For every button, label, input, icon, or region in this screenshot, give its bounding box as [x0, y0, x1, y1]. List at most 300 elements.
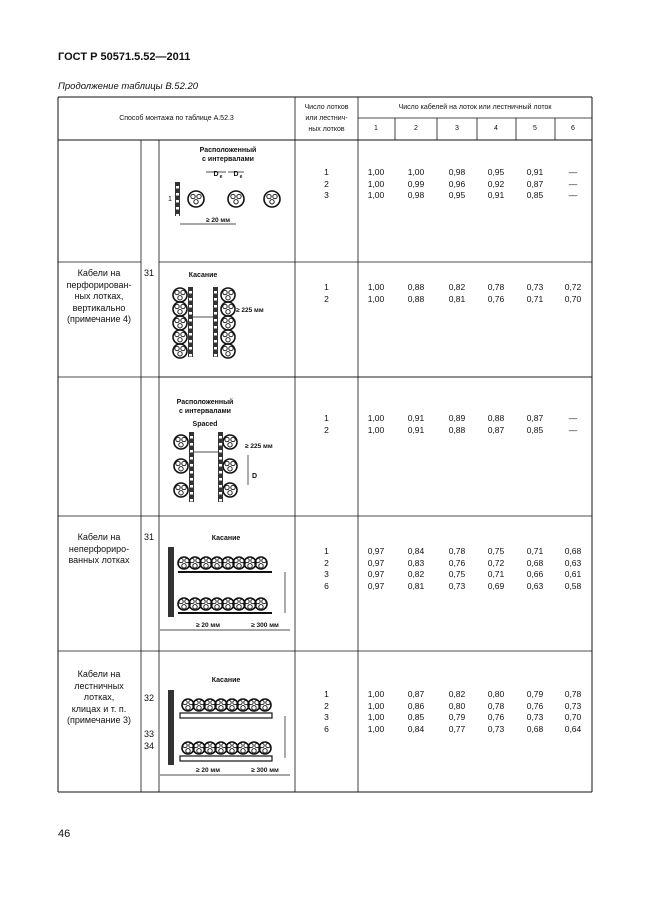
- conductor-icon: [193, 564, 197, 568]
- conductor-icon: [223, 599, 227, 603]
- tray-perforation: [176, 186, 179, 189]
- conductor-icon: [179, 467, 183, 471]
- conductor-icon: [223, 318, 227, 322]
- value-cell: 0,69: [487, 580, 505, 591]
- conductor-icon: [234, 599, 238, 603]
- conductor-icon: [226, 338, 230, 342]
- conductor-icon: [228, 467, 232, 471]
- value-cell: 0,88: [407, 282, 425, 292]
- tray-perforation: [189, 340, 192, 343]
- conductor-icon: [241, 706, 245, 710]
- value-cell: 0,79: [448, 712, 466, 722]
- value-cell: 0,82: [448, 689, 466, 699]
- tray-perforation: [190, 499, 193, 502]
- conductor-icon: [225, 437, 229, 441]
- tray-perforation: [189, 347, 192, 350]
- conductor-icon: [225, 461, 229, 465]
- conductor-icon: [208, 706, 212, 710]
- conductor-icon: [229, 346, 233, 350]
- trays-cell: 2: [324, 700, 329, 711]
- conductor-icon: [178, 338, 182, 342]
- diagram-title: Касание: [211, 535, 241, 542]
- tray-perforation: [219, 464, 222, 467]
- value-cell: 0,73: [448, 580, 466, 591]
- tray-perforation: [190, 478, 193, 481]
- conductor-icon: [193, 605, 197, 609]
- value-cell: 1,00: [367, 723, 385, 734]
- row-description-line: клицах и т. п.: [71, 703, 127, 714]
- tray-wall-icon: [168, 547, 174, 617]
- tray-perforation: [214, 340, 217, 343]
- value-cell: 0,98: [407, 190, 425, 200]
- tray-perforation: [189, 333, 192, 336]
- conductor-icon: [223, 346, 227, 350]
- conductor-icon: [260, 743, 264, 747]
- tray-perforation: [219, 478, 222, 481]
- diagram-title: с интервалами: [202, 156, 254, 163]
- conductor-icon: [238, 743, 242, 747]
- conductor-icon: [228, 443, 232, 447]
- conductor-icon: [178, 324, 182, 328]
- conductor-icon: [182, 461, 186, 465]
- conductor-icon: [237, 194, 241, 198]
- conductor-icon: [175, 304, 179, 308]
- tray-wall-icon: [168, 690, 174, 765]
- value-cell: 0,84: [407, 723, 425, 734]
- conductor-icon: [201, 558, 205, 562]
- diagram-title: Касание: [188, 272, 218, 279]
- tray-perforation: [190, 471, 193, 474]
- value-cell: 0,85: [526, 190, 544, 200]
- conductor-icon: [231, 485, 235, 489]
- conductor-icon: [270, 200, 274, 204]
- conductor-icon: [226, 310, 230, 314]
- row-description-line: ванных лотках: [68, 555, 130, 565]
- tray-perforation: [190, 492, 193, 495]
- conductor-icon: [176, 437, 180, 441]
- conductor-icon: [204, 564, 208, 568]
- row-description-line: неперфориро-: [68, 543, 130, 554]
- conductor-icon: [176, 461, 180, 465]
- value-cell: 0,68: [526, 557, 544, 568]
- tray-perforation: [214, 298, 217, 301]
- diagram-title: Spaced: [192, 421, 218, 428]
- conductor-icon: [229, 304, 233, 308]
- value-cell: 0,85: [526, 424, 544, 435]
- value-cell: 0,99: [407, 178, 425, 189]
- conductor-icon: [231, 461, 235, 465]
- value-cell: 0,97: [367, 580, 385, 591]
- value-cell: 0,78: [487, 282, 505, 292]
- conductor-icon: [263, 749, 267, 753]
- value-cell: 0,87: [487, 424, 505, 435]
- value-cell: 0,97: [367, 557, 385, 568]
- value-cell: 1,00: [367, 190, 385, 200]
- conductor-icon: [245, 558, 249, 562]
- tray-wall-icon: [213, 287, 218, 357]
- dimension-gap: ≥ 225 мм: [245, 443, 273, 450]
- row-code: 33: [144, 729, 155, 739]
- conductor-icon: [182, 437, 186, 441]
- value-cell: 0,70: [564, 712, 582, 722]
- conductor-icon: [178, 352, 182, 356]
- table-caption: Продолжение таблицы В.52.20: [58, 81, 199, 92]
- conductor-icon: [212, 599, 216, 603]
- value-cell: 0,73: [526, 712, 544, 722]
- tray-perforation: [189, 298, 192, 301]
- value-cell: 0,91: [487, 190, 505, 200]
- conductor-icon: [267, 194, 271, 198]
- value-cell: 0,83: [407, 557, 425, 568]
- diagram-title: Касание: [211, 677, 241, 684]
- conductor-icon: [259, 605, 263, 609]
- row-description-line: вертикально: [72, 302, 126, 313]
- conductor-icon: [234, 558, 238, 562]
- dimension-gap: ≥ 20 мм: [205, 217, 231, 224]
- conductor-icon: [197, 706, 201, 710]
- conductor-icon: [256, 558, 260, 562]
- conductor-icon: [226, 605, 230, 609]
- value-cell: 0,72: [564, 282, 582, 292]
- conductor-icon: [175, 346, 179, 350]
- column-number: 5: [533, 125, 537, 132]
- value-cell: 0,68: [526, 723, 544, 734]
- conductor-icon: [179, 491, 183, 495]
- tray-perforation: [176, 193, 179, 196]
- cable-icon: [188, 191, 204, 207]
- tray-perforation: [219, 492, 222, 495]
- trays-cell: 3: [324, 569, 329, 579]
- value-cell: 1,00: [367, 689, 385, 699]
- dimension-de-sub: e: [219, 174, 223, 180]
- conductor-icon: [248, 605, 252, 609]
- conductor-icon: [229, 318, 233, 322]
- value-cell: 0,61: [564, 569, 582, 579]
- conductor-icon: [191, 194, 195, 198]
- tray-perforation: [190, 464, 193, 467]
- conductor-icon: [201, 599, 205, 603]
- conductor-icon: [228, 491, 232, 495]
- value-cell: 0,87: [526, 413, 544, 423]
- conductor-icon: [266, 700, 270, 704]
- row-code: 32: [144, 693, 155, 703]
- conductor-icon: [226, 564, 230, 568]
- dimension-gap: ≥ 20 мм: [195, 622, 221, 629]
- value-cell: 1,00: [367, 282, 385, 292]
- value-cell: 0,78: [564, 689, 582, 699]
- header-trays-line: Число лотков: [304, 104, 349, 111]
- value-cell: —: [568, 167, 578, 177]
- conductor-icon: [248, 564, 252, 568]
- value-cell: 0,73: [526, 282, 544, 292]
- value-cell: 0,88: [407, 293, 425, 304]
- value-cell: 0,81: [407, 580, 425, 591]
- tray-perforation: [176, 207, 179, 210]
- conductor-icon: [190, 599, 194, 603]
- tray-wall-icon: [218, 432, 223, 502]
- conductor-icon: [227, 700, 231, 704]
- tray-perforation: [214, 326, 217, 329]
- value-cell: 0,97: [367, 546, 385, 556]
- tray-wall-icon: [189, 432, 194, 502]
- conductor-icon: [182, 605, 186, 609]
- value-cell: 0,82: [448, 282, 466, 292]
- value-cell: 0,68: [564, 546, 582, 556]
- conductor-icon: [225, 485, 229, 489]
- tray-perforation: [214, 354, 217, 357]
- value-cell: 0,95: [448, 190, 466, 200]
- tray-perforation: [214, 319, 217, 322]
- value-cell: 0,96: [448, 178, 466, 189]
- value-cell: 0,63: [564, 557, 582, 568]
- conductor-icon: [231, 194, 235, 198]
- value-cell: 1,00: [367, 413, 385, 423]
- value-cell: 0,76: [526, 700, 544, 711]
- header-trays-line: или лестнич-: [305, 115, 348, 122]
- row-description-line: Кабели на: [77, 268, 121, 278]
- conductor-icon: [179, 558, 183, 562]
- dimension-gap: ≥ 20 мм: [195, 767, 221, 774]
- value-cell: 0,76: [487, 293, 505, 304]
- row-description-line: перфорирован-: [66, 279, 132, 290]
- conductor-icon: [182, 564, 186, 568]
- tray-perforation: [219, 450, 222, 453]
- conductor-icon: [197, 749, 201, 753]
- value-cell: —: [568, 413, 578, 423]
- tray-perforation: [190, 457, 193, 460]
- value-cell: 1,00: [367, 712, 385, 722]
- tray-perforation: [214, 305, 217, 308]
- cable-icon: [264, 191, 280, 207]
- value-cell: 0,79: [526, 689, 544, 699]
- cable-icon: [228, 191, 244, 207]
- conductor-icon: [208, 749, 212, 753]
- conductor-icon: [245, 599, 249, 603]
- conductor-icon: [238, 700, 242, 704]
- tray-perforation: [190, 450, 193, 453]
- value-cell: 0,76: [487, 712, 505, 722]
- value-cell: 0,64: [564, 723, 582, 734]
- value-cell: 0,75: [487, 546, 505, 556]
- conductor-icon: [181, 346, 185, 350]
- value-cell: 0,77: [448, 723, 466, 734]
- value-cell: 0,87: [526, 178, 544, 189]
- trays-cell: 1: [324, 546, 329, 556]
- conductor-icon: [175, 332, 179, 336]
- value-cell: 0,76: [448, 557, 466, 568]
- value-cell: 0,89: [448, 413, 466, 423]
- conductor-icon: [273, 194, 277, 198]
- row-description-line: лестничных: [74, 680, 124, 691]
- value-cell: 1,00: [367, 424, 385, 435]
- value-cell: —: [568, 190, 578, 200]
- value-cell: 0,78: [448, 546, 466, 556]
- conductor-icon: [181, 318, 185, 322]
- tray-perforation: [219, 457, 222, 460]
- diagram-title: Расположенный: [176, 399, 234, 406]
- value-cell: 0,82: [407, 569, 425, 579]
- value-cell: 1,00: [367, 167, 385, 177]
- row-description-line: Кабели на: [77, 669, 121, 679]
- value-cell: 0,81: [448, 293, 466, 304]
- column-number: 1: [374, 125, 378, 132]
- header-cables-count: Число кабелей на лоток или лестничный лоток: [398, 104, 552, 111]
- conductor-icon: [205, 700, 209, 704]
- tray-perforation: [189, 312, 192, 315]
- page-number: 46: [58, 828, 71, 840]
- diagram-code: 1: [168, 196, 172, 203]
- trays-cell: 1: [324, 689, 329, 699]
- value-cell: 0,88: [487, 413, 505, 423]
- trays-cell: 1: [324, 282, 329, 292]
- conductor-icon: [230, 706, 234, 710]
- conductor-icon: [260, 700, 264, 704]
- trays-cell: 1: [324, 167, 329, 177]
- tray-perforation: [189, 291, 192, 294]
- conductor-icon: [266, 743, 270, 747]
- trays-cell: 2: [324, 424, 329, 435]
- tray-perforation: [214, 312, 217, 315]
- tray-perforation: [189, 354, 192, 357]
- dimension-de: D: [233, 171, 239, 178]
- conductor-icon: [205, 743, 209, 747]
- value-cell: 0,80: [487, 689, 505, 699]
- dimension-de: D: [213, 171, 219, 178]
- conductor-icon: [182, 485, 186, 489]
- conductor-icon: [252, 749, 256, 753]
- row-description-line: (примечание 3): [67, 715, 131, 725]
- value-cell: 0,85: [407, 712, 425, 722]
- dimension-de: D: [252, 473, 258, 480]
- conductor-icon: [262, 558, 266, 562]
- conductor-icon: [219, 749, 223, 753]
- value-cell: —: [568, 424, 578, 435]
- conductor-icon: [249, 700, 253, 704]
- tray-perforation: [189, 326, 192, 329]
- conductor-icon: [212, 558, 216, 562]
- conductor-icon: [226, 296, 230, 300]
- tray-perforation: [190, 436, 193, 439]
- conductor-icon: [186, 706, 190, 710]
- value-cell: 0,75: [448, 569, 466, 579]
- trays-cell: 3: [324, 712, 329, 722]
- row-code: 31: [144, 532, 155, 542]
- ladder-tray-icon: [180, 713, 272, 718]
- header-method: Способ монтажа по таблице А.52.3: [119, 115, 234, 122]
- row-description-line: (примечание 4): [67, 314, 131, 324]
- conductor-icon: [216, 743, 220, 747]
- tray-perforation: [214, 333, 217, 336]
- conductor-icon: [219, 706, 223, 710]
- conductor-icon: [175, 290, 179, 294]
- value-cell: 1,00: [367, 293, 385, 304]
- dimension-gap: ≥ 225 мм: [236, 307, 264, 314]
- trays-cell: 2: [324, 178, 329, 189]
- value-cell: 0,73: [487, 723, 505, 734]
- conductor-icon: [178, 310, 182, 314]
- conductor-icon: [223, 290, 227, 294]
- value-cell: 0,71: [526, 293, 544, 304]
- column-number: 3: [455, 125, 459, 132]
- dimension-vert: ≥ 300 мм: [251, 622, 279, 629]
- conductor-icon: [229, 290, 233, 294]
- conductor-icon: [216, 700, 220, 704]
- value-cell: 0,71: [526, 546, 544, 556]
- conductor-icon: [263, 706, 267, 710]
- ladder-tray-icon: [180, 756, 272, 761]
- conductor-icon: [252, 706, 256, 710]
- conductor-icon: [190, 558, 194, 562]
- value-cell: 0,91: [407, 424, 425, 435]
- conductor-icon: [256, 599, 260, 603]
- tray-perforation: [219, 436, 222, 439]
- diagram-title: с интервалами: [179, 408, 231, 415]
- value-cell: 0,70: [564, 293, 582, 304]
- value-cell: 0,87: [407, 689, 425, 699]
- tray-perforation: [214, 291, 217, 294]
- tray-perforation: [214, 347, 217, 350]
- conductor-icon: [181, 290, 185, 294]
- value-cell: 0,84: [407, 546, 425, 556]
- tray-perforation: [176, 214, 179, 217]
- conductor-icon: [249, 743, 253, 747]
- conductor-icon: [223, 304, 227, 308]
- value-cell: 0,91: [526, 167, 544, 177]
- value-cell: 0,92: [487, 178, 505, 189]
- conductor-icon: [197, 194, 201, 198]
- tray-wall-icon: [188, 287, 193, 357]
- conductor-icon: [186, 749, 190, 753]
- conductor-icon: [226, 352, 230, 356]
- value-cell: 0,98: [448, 167, 466, 177]
- tray-perforation: [219, 471, 222, 474]
- value-cell: —: [568, 178, 578, 189]
- value-cell: 0,58: [564, 580, 582, 591]
- conductor-icon: [237, 605, 241, 609]
- conductor-icon: [178, 296, 182, 300]
- conductor-icon: [183, 700, 187, 704]
- value-cell: 0,91: [407, 413, 425, 423]
- conductor-icon: [215, 605, 219, 609]
- conductor-icon: [262, 599, 266, 603]
- conductor-icon: [181, 332, 185, 336]
- value-cell: 0,80: [448, 700, 466, 711]
- value-cell: 0,71: [487, 569, 505, 579]
- conductor-icon: [194, 743, 198, 747]
- tray-perforation: [219, 443, 222, 446]
- value-cell: 1,00: [367, 178, 385, 189]
- conductor-icon: [259, 564, 263, 568]
- conductor-icon: [230, 749, 234, 753]
- row-code: 34: [144, 741, 155, 751]
- conductor-icon: [179, 443, 183, 447]
- conductor-icon: [179, 599, 183, 603]
- dimension-vert: ≥ 300 мм: [251, 767, 279, 774]
- trays-cell: 1: [324, 413, 329, 423]
- tray-perforation: [189, 319, 192, 322]
- diagram-title: Расположенный: [199, 147, 257, 154]
- column-number: 6: [571, 125, 575, 132]
- tray-perforation: [219, 485, 222, 488]
- trays-cell: 2: [324, 293, 329, 304]
- value-cell: 0,86: [407, 700, 425, 711]
- conductor-icon: [223, 558, 227, 562]
- value-cell: 0,73: [564, 700, 582, 711]
- value-cell: 0,97: [367, 569, 385, 579]
- value-cell: 0,72: [487, 557, 505, 568]
- tray-perforation: [190, 443, 193, 446]
- row-description-line: лотках,: [83, 692, 115, 702]
